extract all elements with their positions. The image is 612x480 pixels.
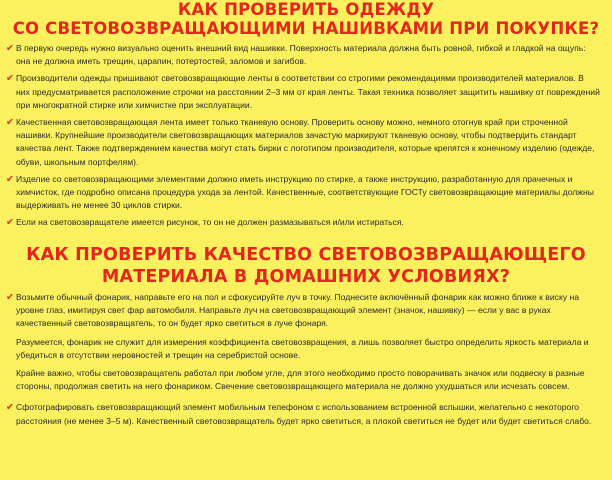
- section1-title: [0, 0, 612, 38]
- section1-item-text: Качественная световозвращающая лента имеет только тканевую основу. Проверить основу можно, немного отогнув край при строченной нашивки. Крупнейшие производители световозвращающих материалов зачастую маркируют тканевую основу, чтобы подтвердить стандарт качества лент. Также подтверждением качества могут стать бирки с логотипом производителя, которые крепятся к конечному изделию (одежде, обуви, школьным портфелям).: [16, 117, 595, 167]
- section1-item-text: Изделие со световозвращающими элементами должно иметь инструкцию по стирке, а также инструкцию, разработанную для прачечных и химчисток, где подробно описана процедура ухода за лентой. Качественные, соответствующие ГОСТу световозвращающие материалы должны выдерживать не менее 30 циклов стирки.: [16, 173, 594, 211]
- section2-item-text: Сфотографировать световозвращающий элемент мобильным телефоном с использованием встроенной вспышки, желательно с некоторого расстояния (не менее 3–5 м). Качественный световозвращатель будет ярко светиться, а плохой светиться не будет или будет светиться слабо.: [16, 402, 592, 426]
- section2-title-line1: КАК ПРОВЕРИТЬ КАЧЕСТВО СВЕТОВОЗВРАЩАЮЩЕГО: [26, 245, 586, 265]
- section1-list: [6, 42, 600, 234]
- section1-item: [6, 173, 600, 213]
- section2-item-text: Возьмите обычный фонарик, направьте его на пол и сфокусируйте луч в точку. Поднесите включённый фонарик как можно ближе к виску на уровне глаз, имитируя свет фар автомобиля. Направьте луч на световозвращающий элемент (значок, нашивку) — если у вас в руках качественный световозвращатель, то он будет ярко светиться в лучe фонаря.: [16, 292, 580, 329]
- section1-item-text: Если на световозвращателе имеется рисунок, то он не должен размазываться и/или истираться.: [16, 217, 404, 228]
- section1-title-line1: КАК ПРОВЕРИТЬ ОДЕЖДУ: [177, 0, 435, 19]
- checkmark-icon: ✔: [6, 173, 14, 185]
- checkmark-icon: ✔: [6, 292, 14, 303]
- section1-title-line2: СО СВЕТОВОЗВРАЩАЮЩИМИ НАШИВКАМИ ПРИ ПОКУПКЕ?: [12, 19, 600, 38]
- section1-item: [6, 42, 600, 68]
- section2-title-line2: МАТЕРИАЛА В ДОМАШНИХ УСЛОВИЯХ?: [101, 267, 511, 287]
- section1-item: [6, 216, 600, 229]
- section1-item-text: В первую очередь нужно визуально оценить внешний вид нашивки. Поверхность материала должна быть ровной, гибкой и гладкой на ощупь: она не должна иметь трещин, царапин, потертостей, заломов и загибов.: [16, 43, 586, 67]
- section2-item: [6, 401, 600, 427]
- section2-item: [6, 367, 600, 393]
- checkmark-icon: ✔: [6, 43, 14, 54]
- section1-item-text: Производители одежды пришивают световозвращающие ленты в соответствии со строгими рекомендациями производителей материалов. В них предусматривается расположение строчки на расстоянии 2–3 мм от края ленты. Такая техника позволяет защитить нашивку от повреждений при многократной стирке или химчистке при эксплуатации.: [16, 73, 600, 110]
- checkmark-icon: ✔: [6, 217, 14, 229]
- section2-item-text: Разумеется, фонарик не служит для измерения коэффициента световозвращения, а лишь позволяет быстро определить яркость материала и убедиться в отсутствии неровностей и трещин на серебристой основе.: [16, 336, 589, 360]
- section1-item: [6, 116, 600, 169]
- section2-item: [6, 291, 600, 331]
- section2-list: [6, 291, 600, 433]
- checkmark-icon: ✔: [6, 117, 14, 129]
- checkmark-icon: ✔: [6, 402, 14, 414]
- section2-item-text: Крайне важно, чтобы световозвращатель работал при любом угле, для этого необходимо просто поворачивать значок или подвеску в разные стороны, продолжая светить на него фонариком. Свечение световозвращающего материала не должно ухудшаться или исчезать совсем.: [16, 368, 585, 392]
- section2-item: [6, 336, 600, 362]
- section2-title: [0, 244, 612, 288]
- checkmark-icon: ✔: [6, 73, 14, 85]
- section1-item: [6, 72, 600, 112]
